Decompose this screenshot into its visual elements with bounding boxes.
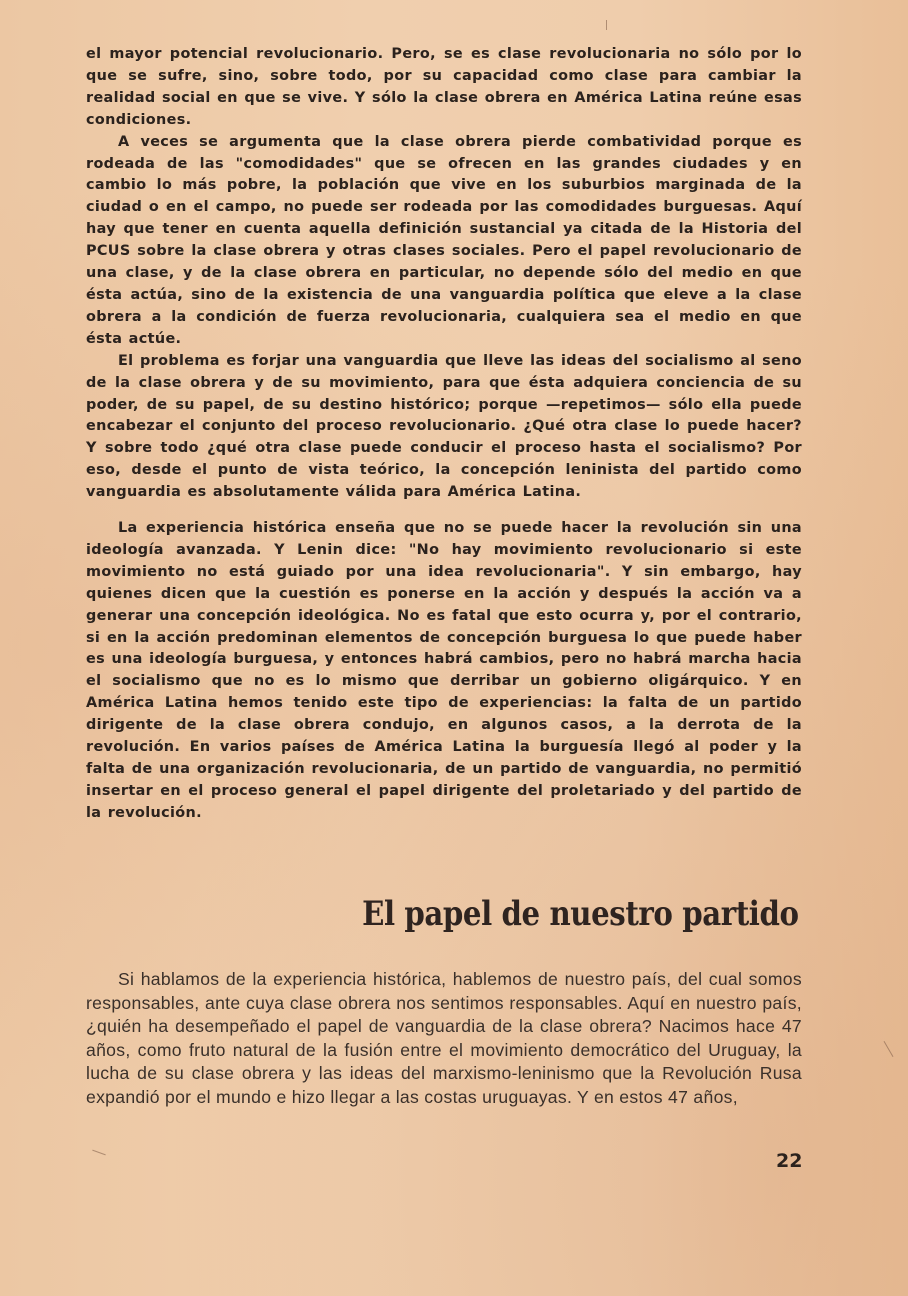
margin-tick-mark — [884, 1041, 894, 1057]
paragraph-2: A veces se argumenta que la clase obrera pierde combatividad porque es rodeada de las "comodidades" que se ofrecen en las grandes ciudades y en cambio lo más pobre, la población que vive en los suburbios marginada de la ciudad o en el campo, no puede ser rodeada por las comodidades burguesas. Aquí hay que tener en cuenta aquella definición sustancial ya citada de la Historia del PCUS sobre la clase obrera y otras clases sociales. Pero el papel revolucionario de una clase, y de la clase obrera en particular, no depende sólo del medio en que ésta actúa, sino de la existencia de una vanguardia política que eleve a la clase obrera a la condición de fuerza revolucionaria, cualquiera sea el medio en que ésta actúe. — [86, 133, 802, 347]
section-paragraph: Si hablamos de la experiencia histórica, hablemos de nuestro país, del cual somos responsables, ante cuya clase obrera nos sentimos responsables. Aquí en nuestro país, ¿quién ha desempeñado el papel de vanguardia de la clase obrera? Nacimos hace 47 años, como fruto natural de la fusión entre el movimiento democrático del Uruguay, la lucha de su clase obrera y las ideas del marxismo-leninismo que la Revolución Rusa expandió por el mundo e hizo llegar a las costas uruguayas. Y en estos 47 años, — [86, 969, 802, 1107]
document-page — [86, 44, 802, 1244]
paragraph-3: El problema es forjar una vanguardia que lleve las ideas del socialismo al seno de la clase obrera y de su movimiento, para que ésta adquiera conciencia de su poder, de su papel, de su destino histórico; porque —repetimos— sólo ella puede encabezar el conjunto del proceso revolucionario. ¿Qué otra clase lo puede hacer? Y sobre todo ¿qué otra clase puede conducir el proceso hasta el socialismo? Por eso, desde el punto de vista teórico, la concepción leninista del partido como vanguardia es absolutamente válida para América Latina. — [86, 352, 802, 501]
section-heading: El papel de nuestro partido — [362, 894, 799, 934]
margin-tick-mark-top — [606, 20, 607, 30]
paragraph-4: La experiencia histórica enseña que no se puede hacer la revolución sin una ideología avanzada. Y Lenin dice: "No hay movimiento revolucionario si este movimiento no está guiado por una idea revolucionaria". Y sin embargo, hay quienes dicen que la cuestión es ponerse en la acción y después la acción va a generar una concepción ideológica. No es fatal que esto ocurra y, por el contrario, si en la acción predominan elementos de concepción burguesa lo que puede haber es una ideología burguesa, y entonces habrá cambios, pero no habrá marcha hacia el socialismo que no es lo mismo que derribar un gobierno oligárquico. Y en América Latina hemos tenido este tipo de experiencias: la falta de un partido dirigente de la clase obrera condujo, en algunos casos, a la derrota de la revolución. En varios países de América Latina la burguesía llegó al poder y la falta de una organización revolucionaria, de un partido de vanguardia, no permitió insertar en el proceso general el papel dirigente del proletariado y del partido de la revolución. — [86, 520, 802, 821]
paragraph-1: el mayor potencial revolucionario. Pero, se es clase revolucionaria no sólo por lo que se sufre, sino, sobre todo, por su capacidad como clase para cambiar la realidad social en que se vive. Y sólo la clase obrera en América Latina reúne esas condiciones. — [86, 46, 802, 128]
page-number: 22 — [776, 1150, 803, 1172]
